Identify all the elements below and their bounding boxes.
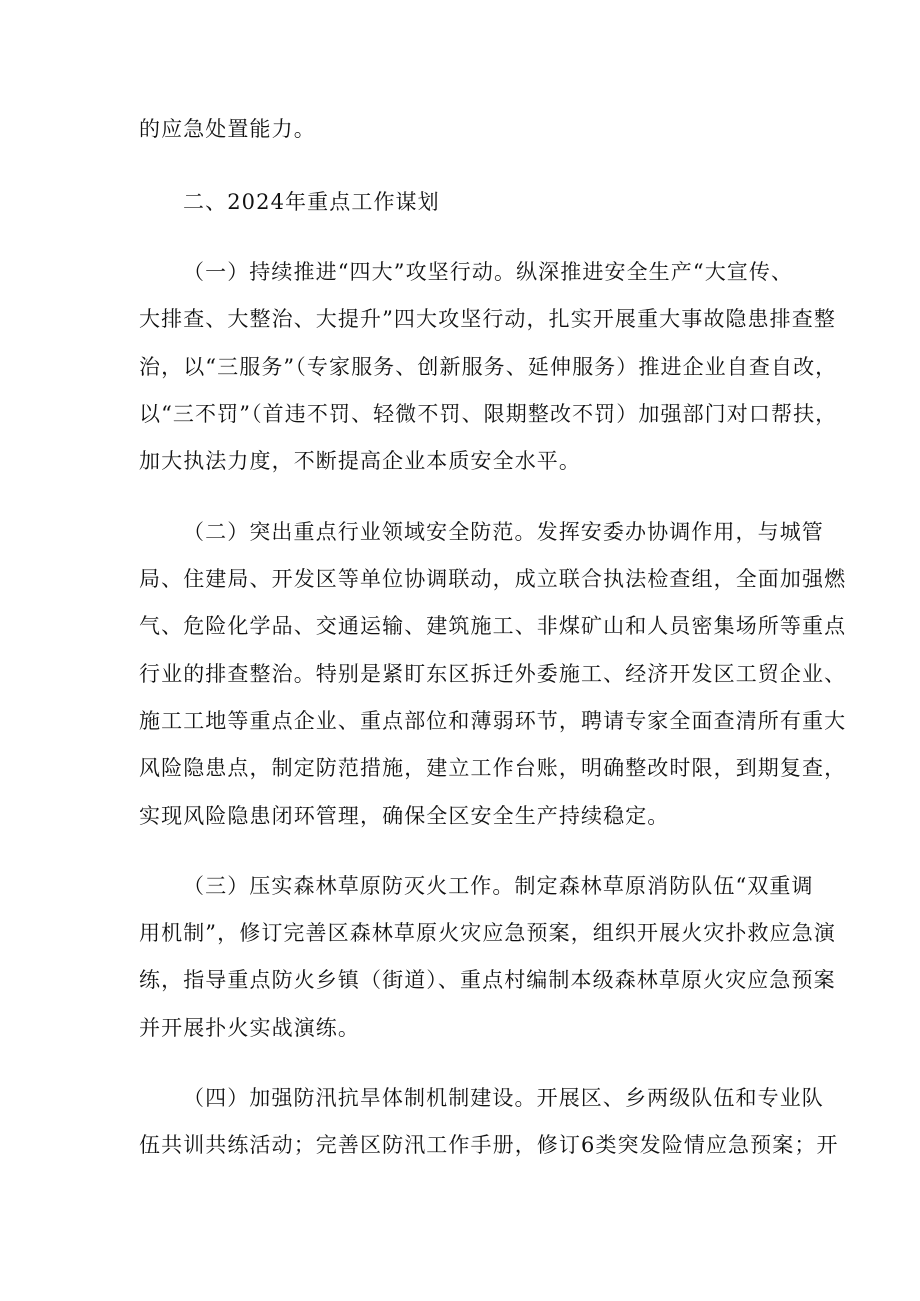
paragraph-line: 加大执法力度，不断提高企业本质安全水平。 [139, 449, 581, 473]
paragraph-line: 大排查、大整治、大提升”四大攻坚行动，扎实开展重大事故隐患排查整 [139, 307, 836, 331]
paragraph-line: （二）突出重点行业领域安全防范。发挥安委办协调作用，与城管 [183, 520, 824, 544]
paragraph-line: 治，以“三服务”（专家服务、创新服务、延伸服务）推进企业自查自改， [139, 355, 838, 379]
paragraph-line: 实现风险隐患闭环管理，确保全区安全生产持续稳定。 [139, 804, 670, 828]
paragraph-line: 施工工地等重点企业、重点部位和薄弱环节，聘请专家全面查清所有重大 [139, 709, 847, 733]
paragraph-line: （三）压实森林草原防灭火工作。制定森林草原消防队伍“双重调 [183, 874, 814, 898]
paragraph-line: 气、危险化学品、交通运输、建筑施工、非煤矿山和人员密集场所等重点 [139, 614, 847, 638]
paragraph-line: 风险隐患点，制定防范措施，建立工作台账，明确整改时限，到期复查， [139, 756, 847, 780]
paragraph-line: 行业的排查整治。特别是紧盯东区拆迁外委施工、经济开发区工贸企业、 [139, 662, 847, 686]
paragraph-line: （一）持续推进“四大”攻坚行动。纵深推进安全生产“大宣传、 [183, 260, 794, 284]
section-heading: 二、2024年重点工作谋划 [183, 190, 440, 214]
paragraph-line: 局、住建局、开发区等单位协调联动，成立联合执法检查组，全面加强燃 [139, 567, 847, 591]
paragraph-line: 的应急处置能力。 [139, 117, 316, 141]
paragraph-line: （四）加强防汛抗旱体制机制建设。开展区、乡两级队伍和专业队 [183, 1086, 824, 1110]
paragraph-line: 以“三不罚”（首违不罚、轻微不罚、限期整改不罚）加强部门对口帮扶， [139, 402, 838, 426]
paragraph-line: 伍共训共练活动；完善区防汛工作手册，修订6类突发险情应急预案；开 [139, 1133, 839, 1157]
paragraph-line: 并开展扑火实战演练。 [139, 1016, 360, 1040]
paragraph-line: 练，指导重点防火乡镇（街道）、重点村编制本级森林草原火灾应急预案 [139, 968, 836, 992]
paragraph-line: 用机制”，修订完善区森林草原火灾应急预案，组织开展火灾扑救应急演 [139, 921, 836, 945]
